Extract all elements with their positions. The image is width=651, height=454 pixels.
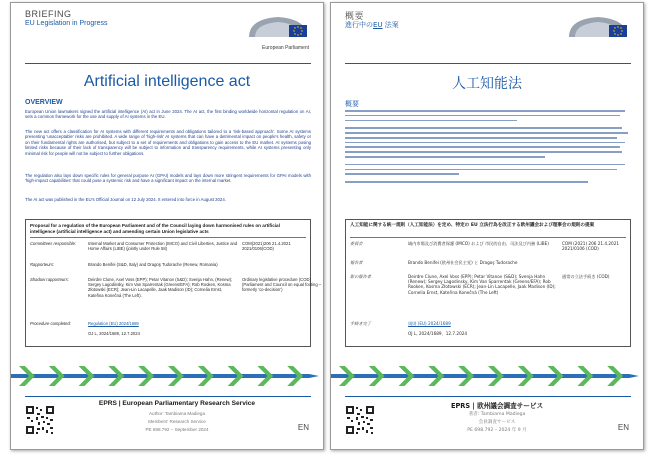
service-line: 会員調査サービス xyxy=(478,420,516,425)
official-journal-ref: OJ L, 2024/1689、12.7.2024 xyxy=(408,331,468,337)
footer-divider xyxy=(25,396,311,397)
subtitle-eu: EU xyxy=(373,21,383,29)
proposal-row-value: Deirdre Clune, Axel Voss (EPP); Petar Vitanov (S&D); Svenja Hahn, (Renew); Sergey Lagodinsky, Kim Van Sparrentak (Greens/EFA); Rob Rooken, Kosma Złotowski (ECR); Jean-Lin Lacapelle, Jaak Madison (ID); Cornelia Ernst, Kateřina Konečná (The Left). xyxy=(88,277,233,298)
briefing-page-japanese xyxy=(330,2,644,450)
briefing-label: 概要 xyxy=(345,12,365,22)
briefing-label: BRIEFING xyxy=(25,9,72,19)
pe-reference: PE 698.792 – 2024 年 9 月 xyxy=(467,428,527,433)
legislative-timeline-ribbon xyxy=(11,361,323,391)
qr-code-icon xyxy=(25,405,55,435)
regulation-link[interactable]: Regulation (EU) 2024/1689 xyxy=(88,321,139,326)
proposal-row-label: 手続き完了 xyxy=(350,321,371,326)
page-header xyxy=(11,3,323,65)
european-parliament-name: European Parliament xyxy=(262,45,309,51)
header-divider xyxy=(345,63,631,64)
overview-paragraph-2: The new act offers a classification for AI systems with different requirements and obligations tailored to a 'risk-based approach'. Some AI systems presenting 'unacceptable' risks are prohibited. A wide range of 'high-risk' AI systems that can have a detrimental impact on people's health, safety or on their fundamental rights are authorised, but subject to a set of requirements and obligations to gain access to the EU market. AI systems posing limited risks because of their lack of transparency will be subject to information and transparency requirements, while AI systems presenting only minimal risk for people will not be subject to further obligations. xyxy=(25,129,311,156)
proposal-box-title: 人工知能に関する統一規則（人工知能法）を定め、特定の EU 立法行為を改正する欧州議会および理事会の規則の提案 xyxy=(350,223,595,228)
language-code: EN xyxy=(297,423,309,432)
legislative-timeline-ribbon xyxy=(331,361,643,391)
overview-paragraph-4: The AI act was published in the EU's Official Journal on 12 July 2024. It entered into force in August 2024. xyxy=(25,197,226,202)
proposal-row-label: 委員会 xyxy=(350,241,363,246)
proposal-row-value: 域内市場及び消費者保護 (IMCO) および 市民的自由、司法及び内務 (LIBE) xyxy=(408,241,549,246)
briefing-subtitle xyxy=(345,20,399,30)
proposal-box-divider xyxy=(30,237,306,238)
proposal-row-label: Procedure completed: xyxy=(30,321,71,326)
proposal-row-value-group xyxy=(408,321,558,337)
proposal-row-label: Committees responsible: xyxy=(30,241,77,246)
eprs-service-name: EPRS | European Parliamentary Research Service xyxy=(98,400,256,407)
subtitle-suffix: 法案 xyxy=(384,21,399,29)
language-code: EN xyxy=(617,423,629,432)
proposal-row-label: 報告者 xyxy=(350,260,363,265)
proposal-row-value: Deirdre Clune, Axel Voss (EPP); Petar Vitanov (S&D); Svenja Hahn (Renew); Sergey Lagodinsky, Kim Van Sparrentak (Greens/EFA); Rob Rooken, Kosma Złotowski (ECR); Jean-Lin Lacapelle, Jaak Madison (ID); Cornelia Ernst, Kateřina Konečná (The Left) xyxy=(408,274,556,295)
pe-reference: PE 698.792 – September 2024 xyxy=(145,427,209,432)
overview-heading: 概要 xyxy=(345,100,359,108)
european-parliament-logo-icon xyxy=(245,11,311,43)
document-title: Artificial intelligence act xyxy=(83,73,251,90)
proposal-row-value: Brando Benifei (欧州社会民主党) と Dragoş Tudorache xyxy=(408,260,518,265)
document-title: 人工知能法 xyxy=(452,76,522,92)
subtitle-prefix: 進行中の xyxy=(345,21,373,29)
qr-code-icon xyxy=(345,405,375,435)
official-journal-ref: OJ L, 2024/1689, 12.7.2024 xyxy=(88,331,140,337)
european-parliament-logo-icon xyxy=(565,11,631,43)
overview-heading: OVERVIEW xyxy=(25,99,63,106)
proposal-box-title: Proposal for a regulation of the European Parliament and of the Council laying down harmonised rules on artificial intelligence (artificial intelligence act) and amending certain Union legislative acts xyxy=(30,223,280,234)
proposal-row-label: Shadow rapporteurs: xyxy=(30,277,69,282)
proposal-box xyxy=(25,219,322,347)
overview-text-block xyxy=(345,110,631,186)
proposal-box xyxy=(345,219,631,347)
header-divider xyxy=(25,63,311,64)
author-line: 著者: Tambiama Madiega xyxy=(468,412,526,417)
proposal-row-value: Brando Benifei (S&D, Italy) and Dragoş Tudorache (Renew, Romania) xyxy=(88,262,218,267)
service-line: Members' Research Service xyxy=(148,419,206,424)
proposal-row-reference: 通常の立法手続き (COD) xyxy=(562,274,610,279)
proposal-row-reference: COM (2021) 206 21.4.2021 2021/0106 (COD) xyxy=(562,241,620,252)
proposal-row-value-group xyxy=(88,321,238,337)
overview-paragraph-3: The regulation also lays down specific rules for general purpose AI (GPAI) models and lays down more stringent requirements for GPAI models with 'high-impact capabilities' that could pose a systemic risk and have a significant impact on the internal market. xyxy=(25,173,311,184)
regulation-link[interactable]: 規則 (EU) 2024/1689 xyxy=(408,321,451,326)
eprs-service-name: EPRS | 欧州議会調査サービス xyxy=(450,402,544,410)
author-line: Author: Tambiama Madiega xyxy=(148,411,206,416)
proposal-row-label: 影の報告者 xyxy=(350,274,371,279)
briefing-subtitle: EU Legislation in Progress xyxy=(25,20,108,27)
footer-divider xyxy=(345,396,631,397)
proposal-row-reference: Ordinary legislative procedure (COD) (Parliament and Council on equal footing – formerly 'co-decision') xyxy=(242,277,322,293)
proposal-row-value: Internal Market and Consumer Protection (IMCO) and Civil Liberties, Justice and Home Affairs (LIBE) (jointly under Rule 58) xyxy=(88,241,238,252)
overview-paragraph-1: European Union lawmakers signed the artificial intelligence (AI) act in June 2024. The AI act, the first binding worldwide horizontal regulation on AI, sets a common framework for the use and supply of AI systems in the EU. xyxy=(25,109,311,120)
proposal-row-reference: COM(2021)206 21.4.2021 2021/0106(COD) xyxy=(242,241,291,252)
briefing-page-english xyxy=(10,2,324,450)
page-header xyxy=(331,3,643,65)
proposal-row-label: Rapporteurs: xyxy=(30,262,55,267)
proposal-box-divider xyxy=(350,237,626,238)
